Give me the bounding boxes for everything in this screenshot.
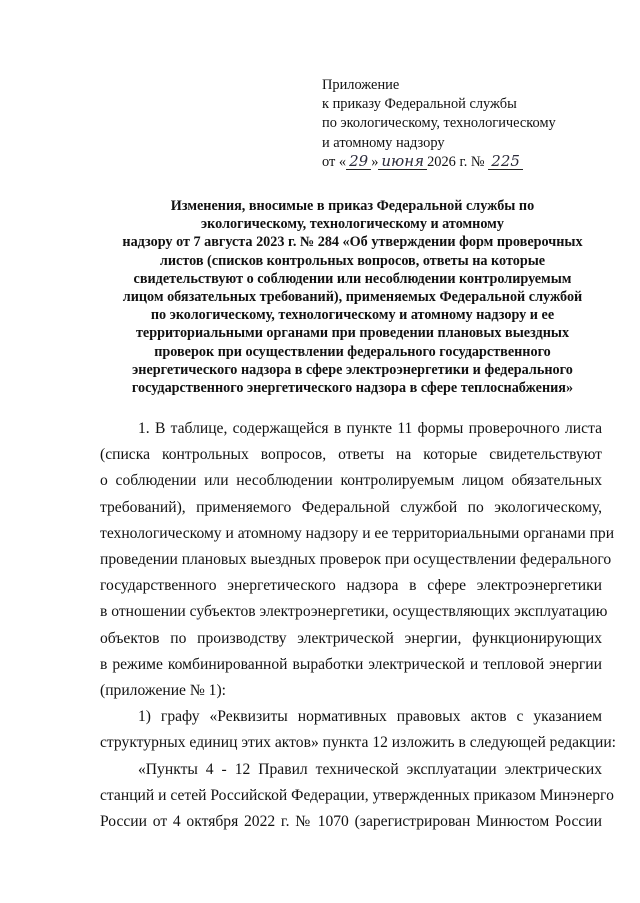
date-mid: » bbox=[371, 153, 379, 170]
document-body bbox=[100, 416, 616, 835]
body-line: России от 4 октября 2022 г. № 1070 (зарегистрирован Минюстом России bbox=[100, 813, 602, 831]
appendix-line: и атомному надзору bbox=[322, 134, 445, 151]
body-line: структурных единиц этих актов» пункта 12 изложить в следующей редакции: bbox=[100, 734, 616, 752]
order-date-line bbox=[322, 153, 622, 172]
title-line: лицом обязательных требований), применяемых Федеральной службой bbox=[122, 289, 583, 306]
title-line: надзору от 7 августа 2023 г. № 284 «Об утверждении форм проверочных bbox=[122, 234, 583, 251]
body-line: станций и сетей Российской Федерации, утвержденных приказом Минэнерго bbox=[100, 786, 614, 804]
handwritten-day: 29 bbox=[346, 153, 371, 170]
paragraph-2 bbox=[100, 704, 616, 756]
date-year: 2026 г. № bbox=[427, 153, 485, 170]
paragraph-1 bbox=[100, 416, 615, 704]
appendix-line: по экологическому, технологическому bbox=[322, 115, 556, 132]
body-line: 1) графу «Реквизиты нормативных правовых актов с указанием bbox=[138, 708, 602, 726]
document-title bbox=[100, 197, 605, 397]
title-line: листов (списков контрольных вопросов, ответы на которые bbox=[159, 252, 546, 269]
title-line: по экологическому, технологическому и атомному надзору и ее bbox=[150, 307, 555, 324]
title-line: свидетельствуют о соблюдении или несоблюдении контролируемым bbox=[133, 270, 572, 287]
title-line: проверок при осуществлении федерального государственного bbox=[154, 343, 551, 360]
body-line: проведении плановых выездных проверок при осуществлении федерального bbox=[100, 551, 612, 569]
body-line: «Пункты 4 - 12 Правил технической эксплуатации электрических bbox=[138, 760, 602, 778]
body-line: требований), применяемого Федеральной службой по экологическому, bbox=[100, 498, 602, 516]
date-prefix: от « bbox=[322, 153, 347, 170]
title-line: Изменения, вносимые в приказ Федеральной службы по bbox=[170, 198, 535, 214]
body-line: (приложение № 1): bbox=[100, 682, 226, 700]
title-line: территориальными органами при проведении плановых выездных bbox=[135, 325, 570, 342]
body-line: о соблюдении или несоблюдении контролируемым лицом обязательных bbox=[100, 472, 602, 490]
appendix-line: Приложение bbox=[322, 77, 400, 93]
body-line: в режиме комбинированной выработки электрической и тепловой энергии bbox=[100, 655, 602, 673]
body-line: в отношении субъектов электроэнергетики, осуществляющих эксплуатацию bbox=[100, 603, 608, 621]
body-line: технологическому и атомному надзору и ее территориальными органами при bbox=[100, 524, 615, 542]
appendix-line: к приказу Федеральной службы bbox=[322, 96, 517, 113]
title-line: государственного энергетического надзора в сфере теплоснабжения» bbox=[131, 380, 574, 397]
body-line: (списка контрольных вопросов, ответы на которые свидетельствуют bbox=[100, 446, 602, 464]
paragraph-3 bbox=[100, 757, 614, 836]
body-line: государственного энергетического надзора в сфере электроэнергетики bbox=[100, 577, 602, 595]
title-line: экологическому, технологическому и атомному bbox=[201, 216, 504, 233]
body-line: 1. В таблице, содержащейся в пункте 11 формы проверочного листа bbox=[138, 420, 602, 437]
handwritten-order-number: 225 bbox=[488, 153, 523, 170]
handwritten-month: июня bbox=[378, 153, 427, 170]
appendix-block bbox=[322, 76, 622, 172]
body-line: объектов по производству электрической энергии, функционирующих bbox=[100, 629, 602, 647]
title-line: энергетического надзора в сфере электроэнергетики и федерального bbox=[132, 361, 573, 378]
